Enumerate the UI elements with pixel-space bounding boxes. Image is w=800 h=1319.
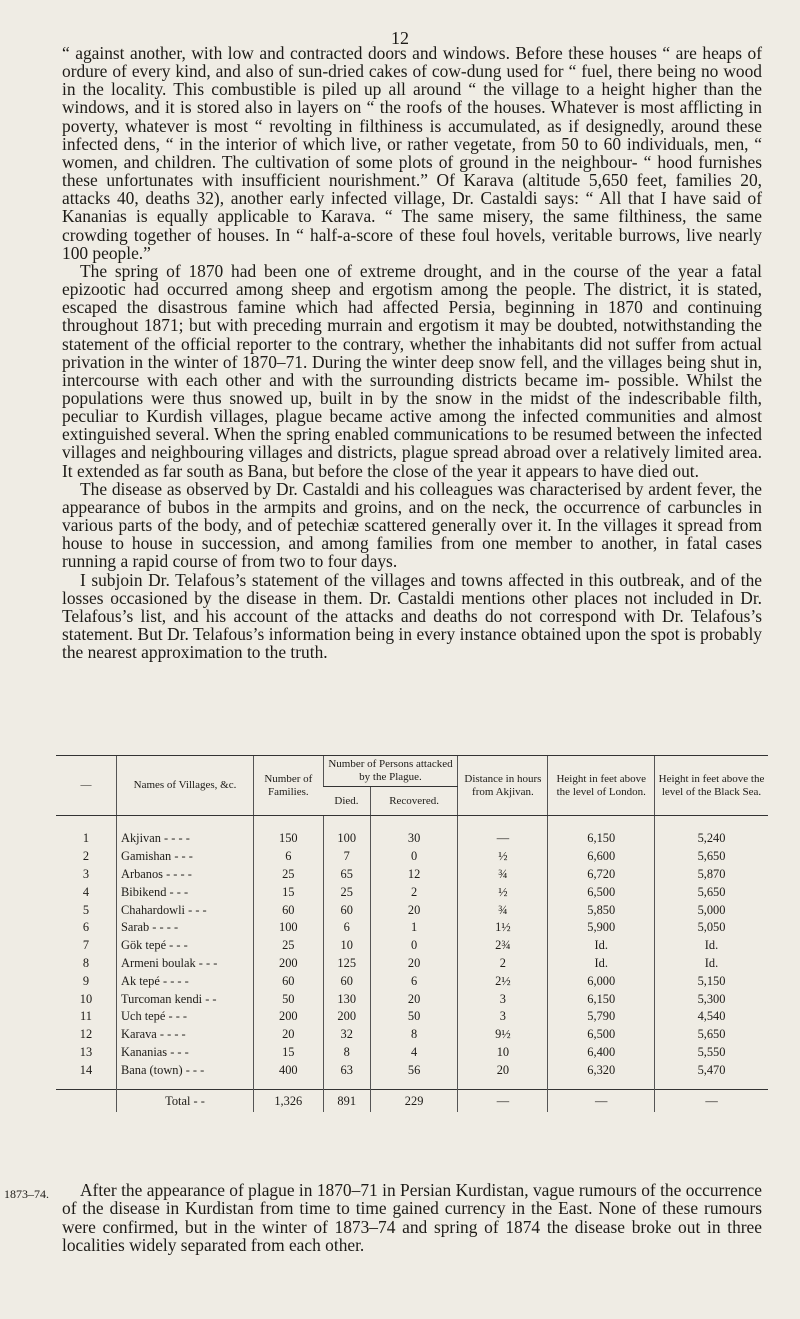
- header-height-london: Height in feet above the level of London.: [548, 756, 655, 816]
- cell-name: Karava - - - -: [117, 1026, 254, 1044]
- header-recovered: Recovered.: [370, 787, 458, 816]
- cell-no: 12: [79, 1027, 93, 1042]
- margin-note-year: 1873–74.: [4, 1187, 49, 1201]
- plague-table: [56, 755, 768, 1112]
- cell-died: 60: [323, 901, 370, 919]
- table-row: [56, 972, 768, 990]
- total-died: 891: [323, 1090, 370, 1113]
- cell-name: Chahardowli - - -: [117, 901, 254, 919]
- cell-distance: 20: [458, 1061, 548, 1089]
- cell-families: 20: [254, 1026, 324, 1044]
- cell-name: Bana (town) - - -: [117, 1061, 254, 1089]
- cell-families: 100: [254, 919, 324, 937]
- table-row: [56, 1026, 768, 1044]
- cell-name: Akjivan - - - -: [117, 816, 254, 848]
- cell-families: 60: [254, 972, 324, 990]
- cell-no: 10: [79, 991, 93, 1006]
- cell-height-london: 6,000: [548, 972, 655, 990]
- cell-no: 7: [82, 938, 90, 953]
- cell-distance: 2¾: [458, 937, 548, 955]
- cell-families: 6: [254, 848, 324, 866]
- cell-height-black-sea: 5,650: [655, 883, 768, 901]
- cell-height-london: 6,720: [548, 866, 655, 884]
- cell-height-black-sea: 5,550: [655, 1044, 768, 1062]
- table-header-row: [56, 756, 768, 787]
- paragraph-disease-description: The disease as observed by Dr. Castaldi and his colleagues was characterised by ardent fever, the appearance of bubos in the armpits and groins, and on the neck, the occurrence of carbuncles in various parts of the body, and of petechiæ scattered generally over it. In the villages it spread from house to house in succession, and among families from one member to another, in fatal cases running a rapid course of from two to four days.: [62, 478, 762, 572]
- cell-recovered: 1: [370, 919, 458, 937]
- table-row: [56, 816, 768, 848]
- table-row: [56, 901, 768, 919]
- cell-height-london: 5,790: [548, 1008, 655, 1026]
- cell-distance: 10: [458, 1044, 548, 1062]
- cell-height-black-sea: Id.: [655, 937, 768, 955]
- cell-distance: 3: [458, 990, 548, 1008]
- cell-families: 25: [254, 937, 324, 955]
- header-persons-attacked: Number of Persons attacked by the Plague.: [323, 756, 458, 787]
- cell-height-black-sea: 5,650: [655, 848, 768, 866]
- cell-height-black-sea: 5,300: [655, 990, 768, 1008]
- cell-name: Bibikend - - -: [117, 883, 254, 901]
- cell-no: 6: [82, 920, 90, 935]
- cell-died: 125: [323, 955, 370, 973]
- cell-distance: ¾: [458, 901, 548, 919]
- total-label: Total - -: [117, 1090, 254, 1113]
- cell-no: 11: [80, 1009, 92, 1024]
- header-distance: Distance in hours from Akjivan.: [458, 756, 548, 816]
- cell-died: 6: [323, 919, 370, 937]
- cell-height-london: 6,150: [548, 990, 655, 1008]
- cell-height-london: 6,500: [548, 1026, 655, 1044]
- cell-died: 25: [323, 883, 370, 901]
- cell-height-black-sea: 5,870: [655, 866, 768, 884]
- cell-distance: 1½: [458, 919, 548, 937]
- table-row: [56, 955, 768, 973]
- cell-height-black-sea: Id.: [655, 955, 768, 973]
- page-number: 12: [391, 28, 409, 48]
- table-row: [56, 1044, 768, 1062]
- table-row: [56, 937, 768, 955]
- total-distance: —: [458, 1090, 548, 1113]
- table-row: [56, 1061, 768, 1089]
- cell-died: 60: [323, 972, 370, 990]
- cell-families: 150: [254, 816, 324, 848]
- cell-name: Gamishan - - -: [117, 848, 254, 866]
- cell-recovered: 0: [370, 848, 458, 866]
- cell-name: Ak tepé - - - -: [117, 972, 254, 990]
- cell-height-london: Id.: [548, 955, 655, 973]
- paragraph-spring-1870: The spring of 1870 had been one of extreme drought, and in the course of the year a fatal epizootic had occurred among sheep and ergotism among the people. The district, it is stated, escaped the disastrous famine which had affected Persia, beginning in 1870 and continuing throughout 1871; but with preceding murrain and ergotism it may be doubted, notwithstanding the statement of the official reporter to the contrary, whether the inhabitants did not suffer from actual privation in the winter of 1870–71. During the winter deep snow fell, and the villages being shut in, intercourse with each other and with the surrounding districts became im- possible. Whilst the populations were thus snowed up, built in by the snow in the midst of the indescribable filth, peculiar to Kurdish villages, plague became active among the infected communities and almost extinguished several. When the spring enabled communications to be resumed between the infected villages and neighbouring villages and districts, plague spread abroad over a relatively limited area. It extended as far south as Bana, but before the close of the year it appears to have died out.: [62, 260, 762, 481]
- total-index: [56, 1090, 117, 1113]
- cell-families: 50: [254, 990, 324, 1008]
- header-height-black-sea: Height in feet above the level of the Black Sea.: [655, 756, 768, 816]
- cell-name: Turcoman kendi - -: [117, 990, 254, 1008]
- cell-no: 9: [82, 973, 90, 988]
- header-families: Number of Families.: [254, 756, 324, 816]
- cell-recovered: 12: [370, 866, 458, 884]
- table-row: [56, 990, 768, 1008]
- total-height-london: —: [548, 1090, 655, 1113]
- cell-died: 8: [323, 1044, 370, 1062]
- cell-no: 5: [82, 902, 90, 917]
- cell-distance: 2: [458, 955, 548, 973]
- cell-families: 15: [254, 1044, 324, 1062]
- cell-recovered: 4: [370, 1044, 458, 1062]
- table-row: [56, 883, 768, 901]
- cell-recovered: 0: [370, 937, 458, 955]
- cell-height-london: 6,500: [548, 883, 655, 901]
- cell-height-black-sea: 5,000: [655, 901, 768, 919]
- table-row: [56, 866, 768, 884]
- header-index: —: [56, 756, 117, 816]
- table-total-row: [56, 1090, 768, 1113]
- cell-distance: 3: [458, 1008, 548, 1026]
- cell-no: 13: [79, 1044, 93, 1059]
- cell-families: 400: [254, 1061, 324, 1089]
- cell-height-london: 6,320: [548, 1061, 655, 1089]
- cell-height-black-sea: 5,150: [655, 972, 768, 990]
- cell-families: 60: [254, 901, 324, 919]
- table-row: [56, 1008, 768, 1026]
- cell-distance: ¾: [458, 866, 548, 884]
- cell-height-london: 6,600: [548, 848, 655, 866]
- cell-recovered: 20: [370, 990, 458, 1008]
- body-text: [62, 44, 762, 661]
- cell-height-black-sea: 4,540: [655, 1008, 768, 1026]
- paragraph-telafous-statement: I subjoin Dr. Telafous’s statement of the villages and towns affected in this outbreak, and of the losses occasioned by the disease in them. Dr. Castaldi mentions other places not included in Dr. Telafous’s list, and his account of the attacks and deaths do not correspond with Dr. Telafous’s statement. But Dr. Telafous’s information being in every instance obtained upon the spot is probably the nearest approximation to the truth.: [62, 569, 762, 663]
- cell-distance: ½: [458, 848, 548, 866]
- table-body: [56, 816, 768, 1090]
- cell-died: 130: [323, 990, 370, 1008]
- cell-distance: ½: [458, 883, 548, 901]
- cell-died: 200: [323, 1008, 370, 1026]
- table-row: [56, 848, 768, 866]
- cell-recovered: 8: [370, 1026, 458, 1044]
- total-recovered: 229: [370, 1090, 458, 1113]
- cell-families: 15: [254, 883, 324, 901]
- cell-name: Gök tepé - - -: [117, 937, 254, 955]
- table-row: [56, 919, 768, 937]
- cell-height-london: 5,850: [548, 901, 655, 919]
- header-died: Died.: [323, 787, 370, 816]
- cell-height-black-sea: 5,050: [655, 919, 768, 937]
- cell-height-black-sea: 5,650: [655, 1026, 768, 1044]
- cell-name: Armeni boulak - - -: [117, 955, 254, 973]
- cell-recovered: 50: [370, 1008, 458, 1026]
- cell-recovered: 20: [370, 955, 458, 973]
- cell-name: Arbanos - - - -: [117, 866, 254, 884]
- cell-recovered: 56: [370, 1061, 458, 1089]
- cell-name: Kananias - - -: [117, 1044, 254, 1062]
- cell-height-london: 6,150: [548, 816, 655, 848]
- total-height-black-sea: —: [655, 1090, 768, 1113]
- cell-no: 1: [82, 831, 90, 846]
- cell-died: 32: [323, 1026, 370, 1044]
- cell-height-black-sea: 5,470: [655, 1061, 768, 1089]
- cell-no: 14: [79, 1062, 93, 1077]
- cell-families: 25: [254, 866, 324, 884]
- cell-no: 2: [82, 849, 90, 864]
- closing-text: [62, 1181, 762, 1255]
- header-village-names: Names of Villages, &c.: [117, 756, 254, 816]
- cell-no: 8: [82, 955, 90, 970]
- cell-died: 7: [323, 848, 370, 866]
- cell-distance: 2½: [458, 972, 548, 990]
- cell-recovered: 20: [370, 901, 458, 919]
- cell-name: Uch tepé - - -: [117, 1008, 254, 1026]
- cell-no: 4: [82, 884, 90, 899]
- cell-died: 63: [323, 1061, 370, 1089]
- total-families: 1,326: [254, 1090, 324, 1113]
- cell-distance: 9½: [458, 1026, 548, 1044]
- cell-height-london: Id.: [548, 937, 655, 955]
- cell-distance: —: [458, 816, 548, 848]
- cell-recovered: 2: [370, 883, 458, 901]
- cell-died: 100: [323, 816, 370, 848]
- cell-died: 65: [323, 866, 370, 884]
- cell-died: 10: [323, 937, 370, 955]
- paragraph-quote: “ against another, with low and contracted doors and windows. Before these houses “ are heaps of ordure of every kind, and also of sun-dried cakes of cow-dung used for “ fuel, there being no wood in the locality. This combustible is piled up all around “ the village to a height higher than the windows, and it is stored also in layers on “ the roofs of the houses. Whatever is most afflicting in poverty, whatever is most “ revolting in filthiness is accumulated, as if designedly, around these infected dens, “ in the interior of which live, or rather vegetate, from 50 to 60 individuals, men, “ women, and children. The cultivation of some plots of ground in the neighbour- “ hood furnishes these unfortunates with insufficient nourishment.” Of Karava (altitude 5,650 feet, families 20, attacks 40, deaths 32), another early infected village, Dr. Castaldi says: “ All that I have said of Kananias is equally applicable to Karava. “ The same misery, the same filthiness, the same crowding together of houses. In “ half-a-score of these foul hovels, veritable burrows, live nearly 100 people.”: [62, 43, 762, 263]
- cell-families: 200: [254, 955, 324, 973]
- cell-name: Sarab - - - -: [117, 919, 254, 937]
- cell-recovered: 30: [370, 816, 458, 848]
- paragraph-1873-74: After the appearance of plague in 1870–71 in Persian Kurdistan, vague rumours of the occurrence of the disease in Kurdistan from time to time gained currency in the East. None of these rumours were confirmed, but in the winter of 1873–74 and spring of 1874 the disease broke out in three localities widely separated from each other.: [62, 1180, 762, 1256]
- cell-families: 200: [254, 1008, 324, 1026]
- cell-height-london: 6,400: [548, 1044, 655, 1062]
- cell-recovered: 6: [370, 972, 458, 990]
- cell-height-london: 5,900: [548, 919, 655, 937]
- cell-no: 3: [82, 866, 90, 881]
- cell-height-black-sea: 5,240: [655, 816, 768, 848]
